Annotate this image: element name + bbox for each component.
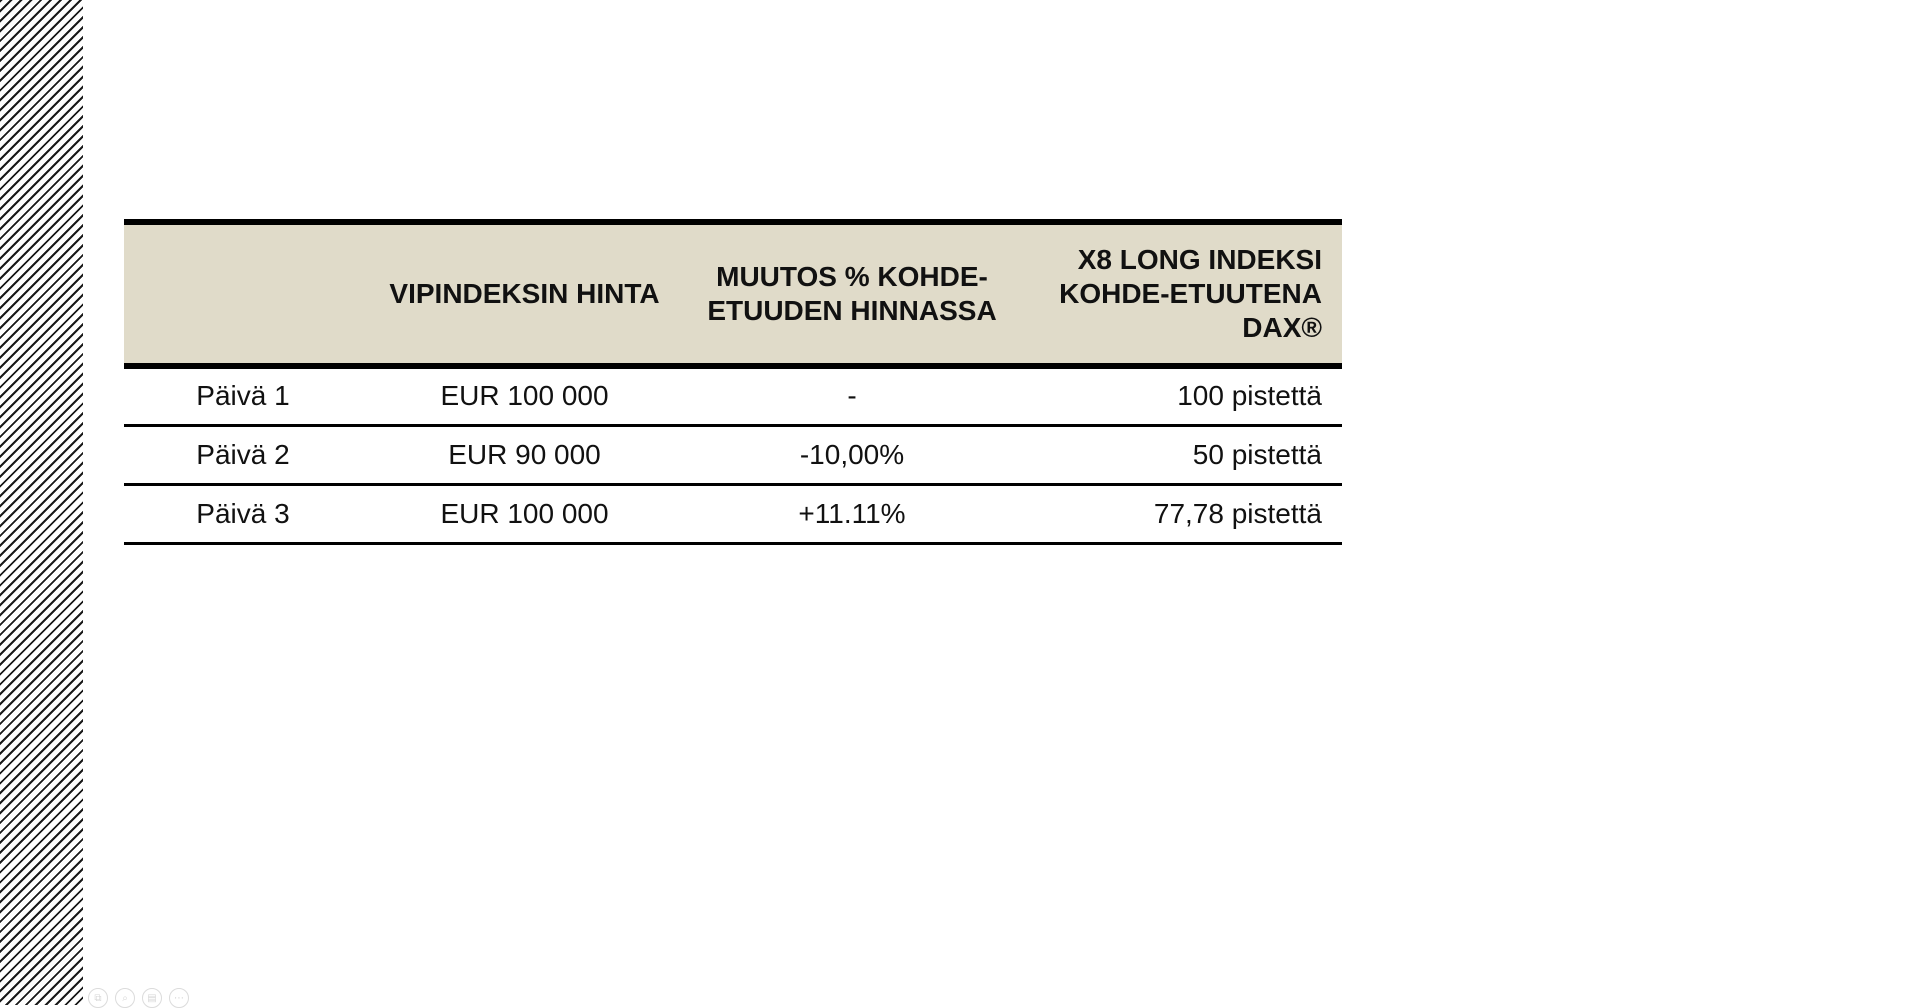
- index-price: EUR 100 000: [362, 484, 687, 543]
- index-price: EUR 90 000: [362, 425, 687, 484]
- table-row: [124, 425, 1342, 484]
- copy-icon[interactable]: ⧉: [88, 988, 108, 1008]
- decorative-hatch-band: [0, 0, 83, 1005]
- day-label: Päivä 3: [124, 484, 362, 543]
- day-label: Päivä 1: [124, 366, 362, 425]
- index-points: 100 pistettä: [1017, 366, 1342, 425]
- leverage-index-table: [124, 219, 1342, 545]
- header-change-percent: MUUTOS % KOHDE-ETUUDEN HINNASSA: [687, 222, 1017, 366]
- header-index-price: VIPINDEKSIN HINTA: [362, 222, 687, 366]
- change-percent: -: [687, 366, 1017, 425]
- slides-icon[interactable]: ▤: [142, 988, 162, 1008]
- index-points: 77,78 pistettä: [1017, 484, 1342, 543]
- day-label: Päivä 2: [124, 425, 362, 484]
- presentation-toolbar: [88, 988, 189, 1008]
- more-icon[interactable]: ⋯: [169, 988, 189, 1008]
- change-percent: +11.11%: [687, 484, 1017, 543]
- table-row: [124, 484, 1342, 543]
- table-header-row: [124, 222, 1342, 366]
- zoom-icon[interactable]: ⌕: [115, 988, 135, 1008]
- index-points: 50 pistettä: [1017, 425, 1342, 484]
- index-price: EUR 100 000: [362, 366, 687, 425]
- header-empty-cell: [124, 222, 362, 366]
- table-row: [124, 366, 1342, 425]
- change-percent: -10,00%: [687, 425, 1017, 484]
- header-x8-long-index: X8 LONG INDEKSI KOHDE-ETUUTENA DAX®: [1017, 222, 1342, 366]
